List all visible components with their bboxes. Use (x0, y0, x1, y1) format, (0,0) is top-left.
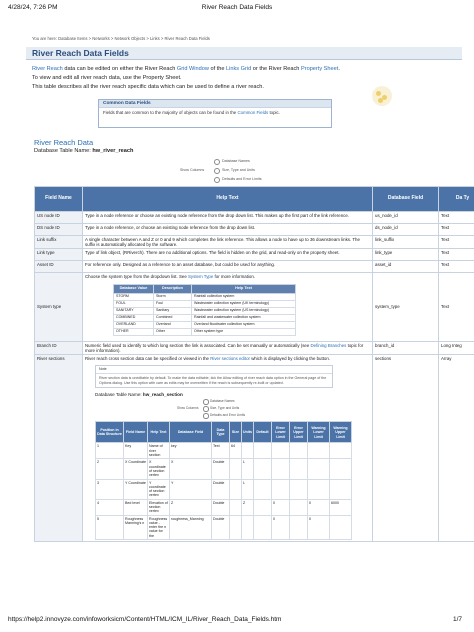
db-table-label (34, 148, 474, 154)
show-columns-label: Show Columns (177, 406, 199, 411)
defaults-label: Defaults and Error Limits (210, 413, 246, 418)
table-cell (254, 515, 272, 539)
col-help-text: Help Text (83, 187, 373, 212)
table-cell: 3 (96, 479, 124, 499)
table-cell (290, 515, 308, 539)
data-type: Text (439, 249, 474, 261)
table-cell: Other (154, 328, 192, 335)
table-cell: Y Coordinate (124, 479, 148, 499)
system-type-values-table (113, 284, 296, 336)
field-name: River sections (35, 355, 83, 542)
data-type: Text (439, 261, 474, 273)
print-title: River Reach Data Fields (201, 4, 273, 11)
table-row (96, 499, 352, 515)
table-cell: 0 (272, 499, 290, 515)
help-text: For reference only. Designed as a reference to an asset database, but could be used for anything. (83, 261, 373, 273)
defaults-radio[interactable] (214, 177, 220, 183)
defining-branches-link[interactable]: Defining Branches (310, 342, 347, 348)
table-cell: OVERLAND (114, 321, 154, 328)
table-cell: Double (212, 499, 230, 515)
database-field: us_node_id (373, 212, 439, 224)
table-cell: L (242, 459, 254, 479)
table-cell (242, 443, 254, 459)
table-cell: Text (212, 443, 230, 459)
table-cell: Rainfall and wastewater collection system (192, 314, 296, 321)
lightbulb-icon (372, 86, 392, 106)
note-header: Note (96, 366, 332, 374)
database-field: system_type (373, 273, 439, 341)
database-field: asset_id (373, 261, 439, 273)
col-default: Default (254, 422, 272, 443)
help-text-part: which is displayed by clicking the button. (249, 356, 331, 362)
table-row (114, 300, 296, 307)
help-text-part: for more information. (213, 274, 256, 280)
table-cell (330, 459, 352, 479)
field-name: System type (35, 273, 83, 341)
table-cell: STORM (114, 293, 154, 300)
table-cell (272, 479, 290, 499)
intro-text-part: . (338, 66, 340, 72)
field-name: Asset ID (35, 261, 83, 273)
help-text: A single character between A and Z or 0 and 9 which completes the link reference. This allows a node to have up to 36 downstream links. The suffix is automatically allocated by the software. (83, 236, 373, 249)
table-cell: Overland floodwater collection system (192, 321, 296, 328)
common-fields-box (98, 99, 332, 128)
table-cell: Y coordinate of section vertex (148, 479, 170, 499)
table-cell: Roughness Manning's n (124, 515, 148, 539)
database-names-radio[interactable] (203, 399, 209, 405)
table-cell: Other system type (192, 328, 296, 335)
col-error-lower: Error Lower Limit (272, 422, 290, 443)
table-cell: FOUL (114, 300, 154, 307)
help-page (26, 36, 474, 610)
col-database-field: Database Field (373, 187, 439, 212)
table-cell: key (170, 443, 212, 459)
database-names-label: Database Names (210, 399, 235, 404)
common-fields-text: Fields that are common to the majority of objects can be found in the (103, 110, 238, 115)
page-title: River Reach Data Fields (32, 48, 129, 58)
table-cell: Elevation of section vertex (149, 500, 168, 514)
help-text-part: River reach cross section data can be specified or viewed in the (85, 356, 211, 362)
database-field: branch_id (373, 341, 439, 354)
col-description: Description (154, 284, 192, 293)
table-cell: Z (242, 499, 254, 515)
sub-db-table-name: hw_reach_section (142, 392, 183, 398)
print-datetime: 4/28/24, 7:26 PM (8, 4, 58, 11)
reach-section-table (95, 421, 352, 540)
table-cell: L (242, 479, 254, 499)
table-row (35, 212, 474, 224)
col-error-upper: Error Upper Limit (290, 422, 308, 443)
sections-subtable (85, 392, 370, 540)
note-box (95, 365, 333, 388)
table-row (96, 479, 352, 499)
table-cell: Overland (154, 321, 192, 328)
table-cell: Wastewater collection system (US terminology) (192, 307, 296, 314)
common-fields-header: Common Data Fields (99, 100, 331, 108)
table-cell: Wastewater collection system (UK terminology) (192, 300, 296, 307)
col-position: Position in Data Structure (96, 422, 124, 443)
note-body: River section data is uneditable by default. To make the data editable, tick the Allow editing of river reach data option in the General page of the Options dialog. Use this option with care as edits may be overwritten if the reach is subsequently re-built or updated. (99, 376, 327, 385)
col-units: Units (242, 422, 254, 443)
table-cell (242, 515, 254, 539)
common-fields-body (99, 108, 331, 117)
table-cell: Y (170, 479, 212, 499)
table-cell: Double (212, 479, 230, 499)
sub-db-label-text: Database Table Name: (95, 392, 143, 398)
help-text-part: Choose the system type from the dropdown list. See (85, 274, 188, 280)
intro-line-3: This table describes all the river reach specific data which can be used to define a river reach. (32, 84, 264, 90)
help-text: Type of link object, (RRiverch). There are no additional options. The field is hidden on the grid, and read-only on the property sheet. (83, 249, 373, 261)
table-cell: OTHER (114, 328, 154, 335)
show-columns-label: Show Columns (180, 168, 205, 172)
database-names-radio[interactable] (214, 159, 220, 165)
table-cell: Roughness value - enter the n value for the (148, 515, 170, 539)
table-row-sections (35, 355, 474, 542)
table-cell (290, 499, 308, 515)
field-name: US node ID (35, 212, 83, 224)
table-cell: Combined (154, 314, 192, 321)
col-warning-lower: Warning Lower Limit (308, 422, 330, 443)
table-cell: 2 (96, 459, 124, 479)
database-field: ds_node_id (373, 224, 439, 236)
database-field: sections (373, 355, 439, 542)
intro-text-part: of the (208, 66, 227, 72)
database-field: link_type (373, 249, 439, 261)
table-cell (290, 443, 308, 459)
table-cell: roughness_Manning (170, 515, 212, 539)
table-cell: Storm (154, 293, 192, 300)
defaults-radio[interactable] (203, 413, 209, 419)
table-cell (272, 443, 290, 459)
field-name: DS node ID (35, 224, 83, 236)
table-row-branch (35, 341, 474, 354)
data-type: Text (439, 212, 474, 224)
table-cell (272, 459, 290, 479)
table-cell: Sanitary (154, 307, 192, 314)
table-cell (290, 459, 308, 479)
help-text (83, 273, 373, 341)
data-type: Text (439, 273, 474, 341)
links-grid-link[interactable]: Links Grid (226, 66, 252, 72)
page-url: https://help2.innovyze.com/infoworksicm/Content/HTML/ICM_IL/River_Reach_Data_Fields.htm (8, 616, 282, 623)
table-cell: 4 (96, 499, 124, 515)
breadcrumb[interactable]: You are here: Database Items > Networks > Network Objects > Links > River Reach Data Fields (32, 36, 210, 41)
table-cell (230, 515, 242, 539)
table-cell: 6000 (330, 499, 352, 515)
table-cell: 0 (272, 515, 290, 539)
table-cell: COMBINED (114, 314, 154, 321)
table-row (114, 314, 296, 321)
table-row-system-type (35, 273, 474, 341)
table-row (96, 515, 352, 539)
table-cell (254, 479, 272, 499)
column-options (26, 156, 474, 186)
page-number: 1/7 (452, 616, 462, 623)
sub-column-options (85, 397, 370, 419)
col-field-name: Field Name (35, 187, 83, 212)
table-row (96, 459, 352, 479)
table-cell (230, 479, 242, 499)
table-cell: X (170, 459, 212, 479)
table-row (35, 249, 474, 261)
table-row (114, 293, 296, 300)
help-text: Type in a node reference, or choose an existing node reference from the drop down list. (83, 224, 373, 236)
intro-text-part: data can be edited on either the River Reach (62, 66, 177, 72)
table-cell: 5 (96, 515, 124, 539)
database-field: link_suffix (373, 236, 439, 249)
table-cell: Rainfall collection system (192, 293, 296, 300)
property-sheet-link[interactable]: Property Sheet (300, 66, 339, 72)
table-cell (254, 443, 272, 459)
section-heading: River Reach Data (34, 138, 94, 147)
table-cell: Key (124, 443, 148, 459)
size-type-label: Size, Type and Units (210, 406, 240, 411)
table-row (35, 236, 474, 249)
db-table-name: hw_river_reach (92, 148, 134, 154)
size-type-label: Size, Type and Units (222, 168, 255, 172)
help-text (83, 341, 373, 354)
table-cell (254, 459, 272, 479)
field-name: Branch ID (35, 341, 83, 354)
table-cell: Z (170, 499, 212, 515)
table-row (114, 328, 296, 335)
table-cell (308, 479, 330, 499)
col-field-name: Field Name (124, 422, 148, 443)
database-names-label: Database Names (222, 159, 250, 163)
grid-window-link[interactable]: Grid Window (176, 66, 209, 72)
data-type: Text (439, 224, 474, 236)
table-cell: Foul (154, 300, 192, 307)
table-cell: 64 (230, 443, 242, 459)
system-type-help (85, 274, 370, 279)
defaults-label: Defaults and Error Limits (222, 177, 262, 181)
help-text-part: Numeric field used to identify to which long section the link is associated. Can be set manually or automatically (see (85, 342, 311, 348)
sections-help (85, 356, 370, 361)
field-name: Link suffix (35, 236, 83, 249)
system-type-link[interactable]: System Type (188, 274, 214, 280)
table-cell: X coordinate of section vertex (148, 459, 170, 479)
table-cell (308, 459, 330, 479)
table-cell: Bed level (124, 499, 148, 515)
river-reach-table (34, 186, 474, 542)
table-cell: Double (212, 459, 230, 479)
help-text: Type in a node reference or choose an existing node reference from the drop down list. This makes up the first part of the link reference. (83, 212, 373, 224)
reach-section-rows (96, 443, 352, 540)
table-cell: 1 (96, 443, 124, 459)
help-text (83, 355, 373, 542)
table-cell: 0 (308, 499, 330, 515)
col-size: Size (230, 422, 242, 443)
table-row (35, 224, 474, 236)
field-name: Link type (35, 249, 83, 261)
col-warning-upper: Warning Upper Limit (330, 422, 352, 443)
table-cell: 0 (308, 515, 330, 539)
table-cell (230, 499, 242, 515)
col-data-type: Data Type (212, 422, 230, 443)
common-fields-link[interactable]: Common Fields (237, 110, 269, 115)
col-help-text: Help Text (148, 422, 170, 443)
size-type-radio[interactable] (203, 406, 209, 412)
table-row (114, 307, 296, 314)
table-row (35, 261, 474, 273)
col-help-text: Help Text (192, 284, 296, 293)
table-cell: X Coordinate (124, 459, 148, 479)
title-bar (26, 47, 462, 60)
intro-line-2: To view and edit all river reach data, use the Property Sheet. (32, 75, 182, 81)
col-database-field: Database Field (170, 422, 212, 443)
river-reach-link[interactable]: River Reach (32, 66, 63, 72)
table-cell (230, 459, 242, 479)
intro-text (32, 65, 474, 92)
table-cell: Double (212, 515, 230, 539)
table-cell (330, 443, 352, 459)
intro-text-part: or the River Reach (251, 66, 301, 72)
table-cell: SANITARY (114, 307, 154, 314)
river-sections-editor-link[interactable]: River sections editor (210, 356, 250, 362)
data-type: Long Integ (439, 341, 474, 354)
col-data-type: Da Ty (439, 187, 474, 212)
data-type: Text (439, 236, 474, 249)
help-text-part: topic for more information). (85, 342, 364, 353)
table-cell (290, 479, 308, 499)
db-table-label-text: Database Table Name: (34, 148, 93, 154)
data-type: Array (439, 355, 474, 542)
table-cell (330, 515, 352, 539)
table-cell: Name of river section (148, 443, 170, 459)
table-cell (330, 479, 352, 499)
table-row (114, 321, 296, 328)
size-type-radio[interactable] (214, 168, 220, 174)
table-cell (308, 443, 330, 459)
table-row (96, 443, 352, 459)
col-database-value: Database Value (114, 284, 154, 293)
table-cell (254, 499, 272, 515)
common-fields-text: topic. (268, 110, 280, 115)
